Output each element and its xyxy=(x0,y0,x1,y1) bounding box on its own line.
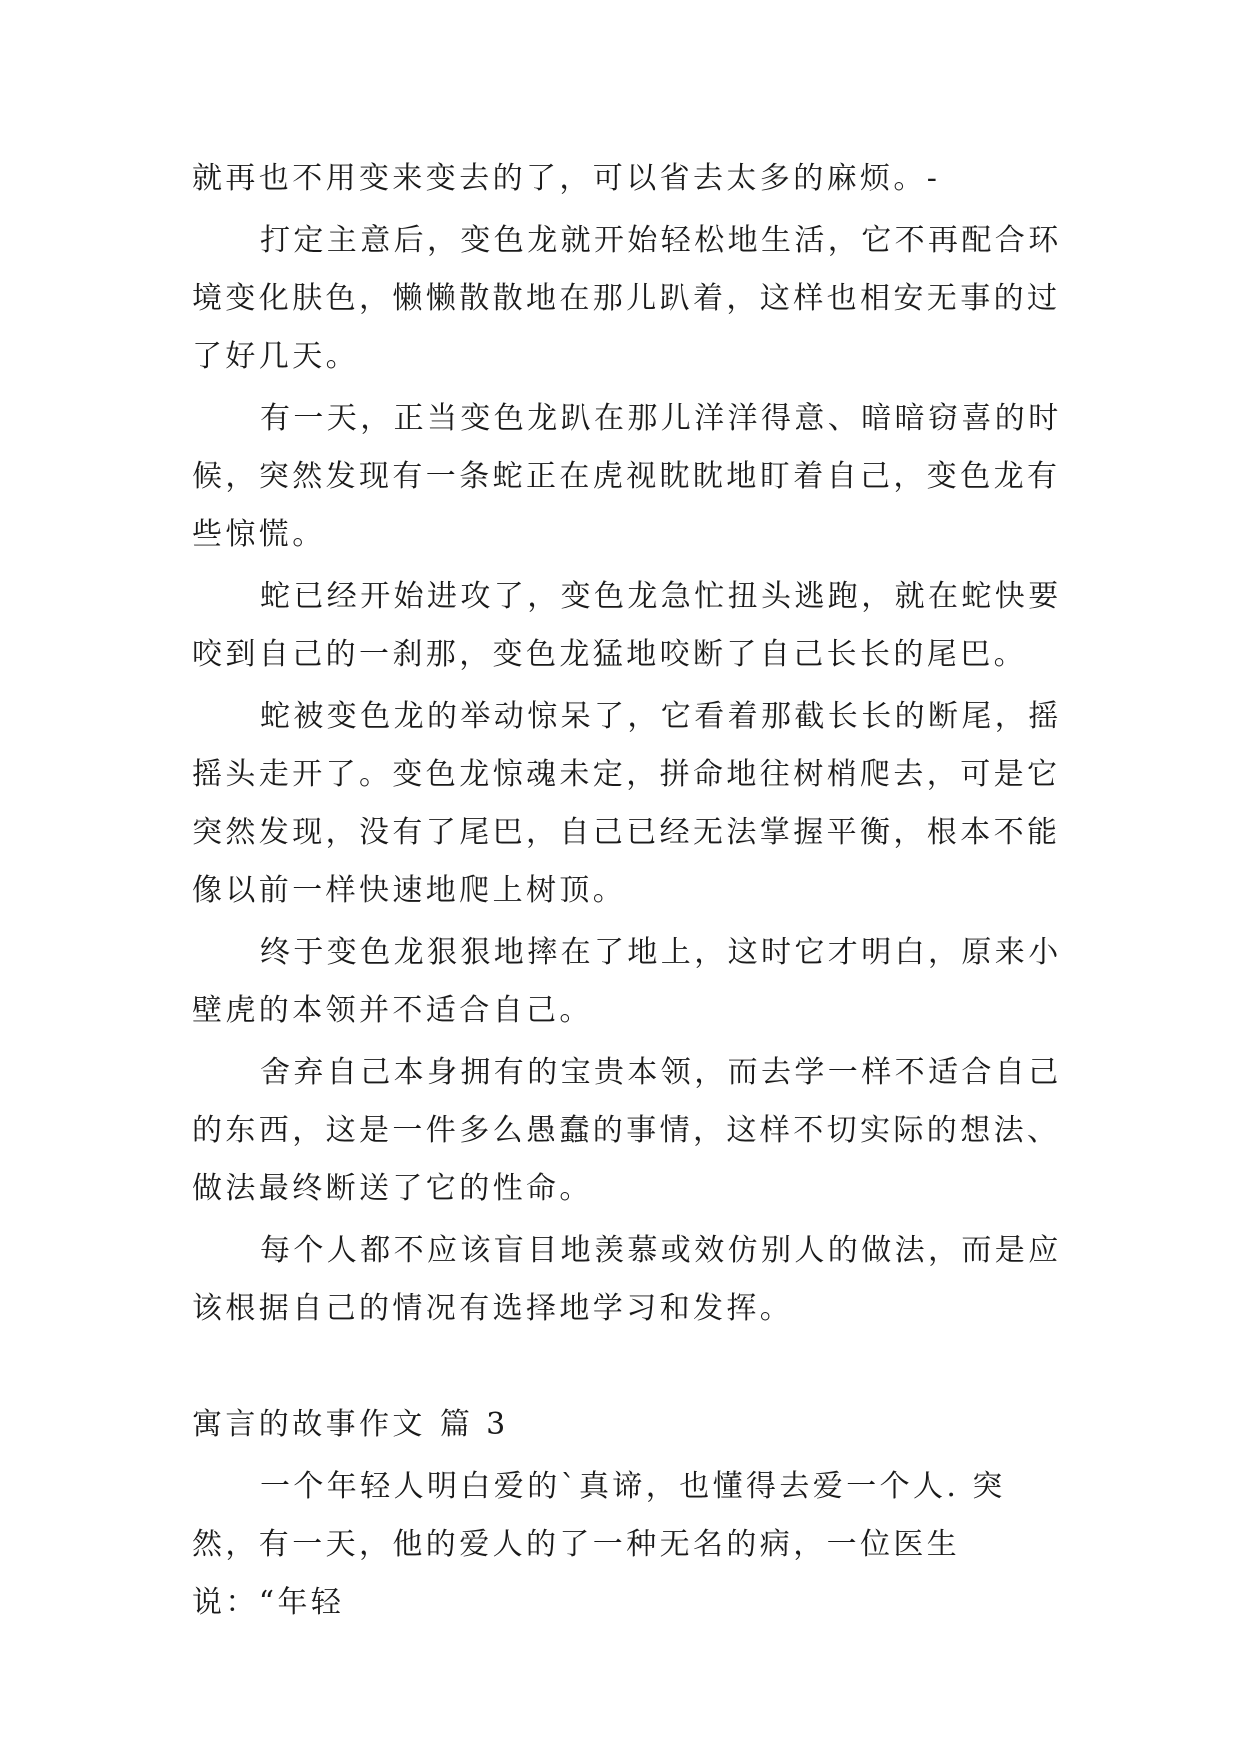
document-body xyxy=(192,150,1072,1636)
paragraph: 舍弃自己本身拥有的宝贵本领，而去学一样不适合自己的东西，这是一件多么愚蠢的事情，这样不切实际的想法、做法最终断送了它的性命。 xyxy=(192,1055,1062,1206)
paragraph: 有一天，正当变色龙趴在那儿洋洋得意、暗暗窃喜的时候，突然发现有一条蛇正在虎视眈眈地盯着自己，变色龙有些惊慌。 xyxy=(192,401,1062,552)
paragraph: 一个年轻人明白爱的`真谛，也懂得去爱一个人. 突然，有一天，他的爱人的了一种无名的病，一位医生说：“年轻 xyxy=(192,1469,1006,1620)
paragraph-continued: 就再也不用变来变去的了，可以省去太多的麻烦。- xyxy=(192,161,941,196)
section-heading xyxy=(192,1396,1072,1454)
section-number: 篇 3 xyxy=(439,1407,509,1442)
paragraph: 终于变色龙狠狠地摔在了地上，这时它才明白，原来小壁虎的本领并不适合自己。 xyxy=(192,935,1062,1028)
paragraph: 打定主意后，变色龙就开始轻松地生活，它不再配合环境变化肤色，懒懒散散地在那儿趴着，这样也相安无事的过了好几天。 xyxy=(192,223,1062,374)
paragraph: 蛇已经开始进攻了，变色龙急忙扭头逃跑，就在蛇快要咬到自己的一刹那，变色龙猛地咬断了自己长长的尾巴。 xyxy=(192,579,1062,672)
paragraph: 每个人都不应该盲目地羡慕或效仿别人的做法，而是应该根据自己的情况有选择地学习和发挥。 xyxy=(192,1233,1062,1326)
paragraph: 蛇被变色龙的举动惊呆了，它看着那截长长的断尾，摇摇头走开了。变色龙惊魂未定，拼命地往树梢爬去，可是它突然发现，没有了尾巴，自己已经无法掌握平衡，根本不能像以前一样快速地爬上树顶。 xyxy=(192,699,1062,908)
section-title: 寓言的故事作文 xyxy=(192,1407,426,1442)
